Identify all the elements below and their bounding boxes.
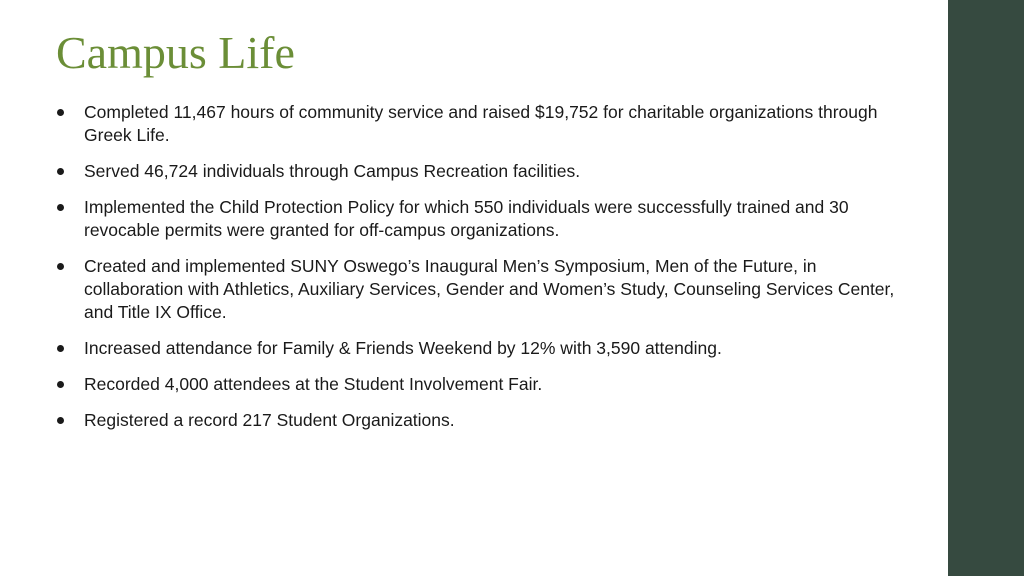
bullet-item [56, 337, 916, 360]
bullet-text: Implemented the Child Protection Policy for which 550 individuals were successfully trained and 30 revocable permits were granted for off-campus organizations. [84, 197, 849, 240]
slide-title: Campus Life [56, 27, 295, 78]
bullet-icon [57, 168, 64, 175]
bullet-text: Served 46,724 individuals through Campus Recreation facilities. [84, 161, 581, 181]
bullet-icon [57, 204, 64, 211]
bullet-item [56, 373, 916, 396]
bullet-item [56, 196, 916, 242]
bullet-icon [57, 381, 64, 388]
bullet-list [56, 101, 916, 445]
bullet-icon [57, 417, 64, 424]
bullet-icon [57, 345, 64, 352]
bullet-text: Completed 11,467 hours of community service and raised $19,752 for charitable organizations through Greek Life. [84, 102, 878, 145]
bullet-text: Registered a record 217 Student Organizations. [84, 410, 455, 430]
bullet-item [56, 160, 916, 183]
bullet-item [56, 101, 916, 147]
bullet-icon [57, 109, 64, 116]
bullet-text: Increased attendance for Family & Friends Weekend by 12% with 3,590 attending. [84, 338, 722, 358]
bullet-icon [57, 263, 64, 270]
bullet-item [56, 255, 916, 324]
bullet-text: Recorded 4,000 attendees at the Student Involvement Fair. [84, 374, 543, 394]
side-accent-band [948, 0, 1024, 576]
bullet-item [56, 409, 916, 432]
bullet-text: Created and implemented SUNY Oswego’s Inaugural Men’s Symposium, Men of the Future, in collaboration with Athletics, Auxiliary Services, Gender and Women’s Study, Counseling Services Center, and Title IX Office. [84, 256, 895, 322]
